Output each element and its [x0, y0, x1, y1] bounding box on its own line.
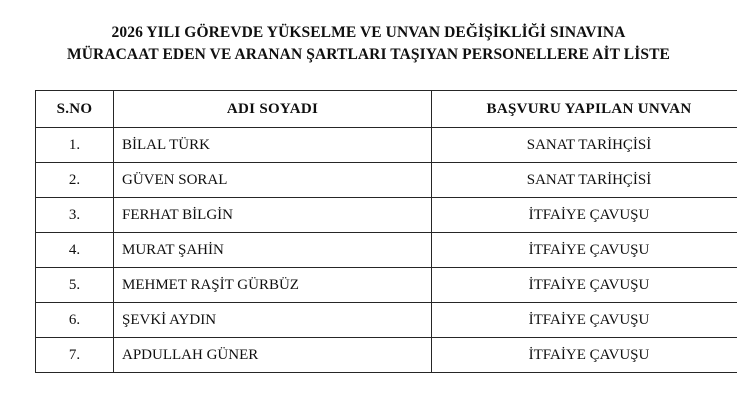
cell-no: 6. [36, 303, 114, 338]
column-header-title: BAŞVURU YAPILAN UNVAN [432, 91, 737, 128]
cell-no: 4. [36, 233, 114, 268]
table-header-row [36, 91, 737, 128]
table-body [36, 128, 737, 373]
cell-title: İTFAİYE ÇAVUŞU [432, 338, 737, 373]
cell-title: SANAT TARİHÇİSİ [432, 163, 737, 198]
page-title-line-2: MÜRACAAT EDEN VE ARANAN ŞARTLARI TAŞIYAN PERSONELLERE AİT LİSTE [67, 46, 670, 63]
table-row [36, 128, 737, 163]
cell-title: SANAT TARİHÇİSİ [432, 128, 737, 163]
cell-no: 3. [36, 198, 114, 233]
cell-no: 5. [36, 268, 114, 303]
cell-name: APDULLAH GÜNER [114, 338, 432, 373]
table-row [36, 303, 737, 338]
cell-name: MEHMET RAŞİT GÜRBÜZ [114, 268, 432, 303]
table-row [36, 338, 737, 373]
page-title [49, 22, 689, 66]
cell-title: İTFAİYE ÇAVUŞU [432, 233, 737, 268]
cell-name: GÜVEN SORAL [114, 163, 432, 198]
cell-name: FERHAT BİLGİN [114, 198, 432, 233]
cell-title: İTFAİYE ÇAVUŞU [432, 198, 737, 233]
table-header [36, 91, 737, 128]
cell-title: İTFAİYE ÇAVUŞU [432, 303, 737, 338]
cell-no: 1. [36, 128, 114, 163]
personnel-table [35, 90, 737, 373]
cell-name: ŞEVKİ AYDIN [114, 303, 432, 338]
table-row [36, 163, 737, 198]
table-row [36, 198, 737, 233]
cell-name: BİLAL TÜRK [114, 128, 432, 163]
table-row [36, 268, 737, 303]
page-title-line-1: 2026 YILI GÖREVDE YÜKSELME VE UNVAN DEĞİŞİKLİĞİ SINAVINA [111, 24, 626, 41]
column-header-name: ADI SOYADI [114, 91, 432, 128]
cell-no: 2. [36, 163, 114, 198]
column-header-no: S.NO [36, 91, 114, 128]
table-row [36, 233, 737, 268]
cell-title: İTFAİYE ÇAVUŞU [432, 268, 737, 303]
cell-name: MURAT ŞAHİN [114, 233, 432, 268]
cell-no: 7. [36, 338, 114, 373]
table-container [22, 90, 715, 373]
